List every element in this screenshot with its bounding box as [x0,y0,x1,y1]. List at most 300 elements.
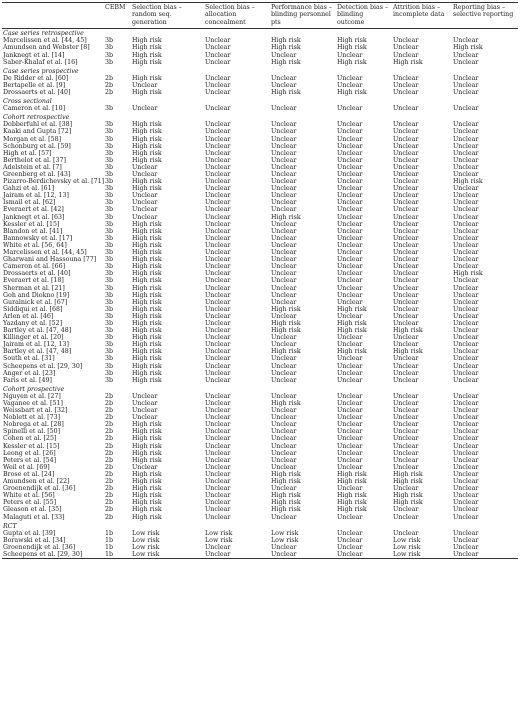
cell-blinding-personnel: Unclear [271,121,297,129]
cell-allocation: Unclear [205,348,231,356]
cell-random-seq: High risk [132,249,162,257]
cell-selective-reporting: Unclear [453,499,479,507]
cell-allocation: Unclear [205,478,231,486]
cell-incomplete-data: Unclear [393,277,419,285]
cell-cebm: 2b [105,456,114,464]
cell-blinding-personnel: High risk [271,492,301,500]
cell-study: Bartley et al. [47, 48] [3,327,72,335]
cell-blinding-personnel: Unclear [271,463,297,471]
cell-random-seq: High risk [132,376,162,384]
cell-incomplete-data: Unclear [393,463,419,471]
cell-blinding-personnel: Unclear [271,142,297,150]
cell-blinding-personnel: High risk [271,499,301,507]
cell-incomplete-data: Unclear [393,192,419,200]
cell-random-seq: High risk [132,256,162,264]
cell-allocation: Unclear [205,506,231,514]
cell-blinding-personnel: Unclear [271,435,297,443]
cell-incomplete-data: Unclear [393,284,419,292]
cell-blinding-personnel: Unclear [271,376,297,384]
table-row [2,277,518,284]
cell-allocation: Unclear [205,319,231,327]
cell-incomplete-data: Unclear [393,44,419,52]
cell-random-seq: High risk [132,456,162,464]
cell-random-seq: Unclear [132,400,158,407]
cell-study: Gahzi et al. [61] [3,185,55,193]
cell-selective-reporting: Unclear [453,312,479,320]
cell-random-seq: High risk [132,319,162,327]
cell-selective-reporting: Unclear [453,442,479,450]
cell-study: Greenberg et al. [43] [3,171,71,178]
cell-blinding-personnel: Unclear [271,199,297,207]
cell-blinding-outcome: Unclear [337,407,363,415]
cell-incomplete-data: Unclear [393,369,419,377]
table-row [2,270,518,277]
cell-blinding-outcome: Unclear [336,551,392,559]
cell-allocation: Unclear [205,192,231,200]
table-row [2,59,518,66]
cell-selective-reporting: Unclear [453,513,479,521]
cell-random-seq: High risk [132,88,162,96]
cell-blinding-personnel: Unclear [271,456,297,464]
cell-selective-reporting: Unclear [453,206,479,214]
cell-allocation: Unclear [205,392,231,400]
column-header-blinding-outcome [336,3,392,29]
section-heading-row [2,66,518,75]
cell-cebm: 2b [105,478,114,486]
table-row [2,192,518,199]
column-header-random-seq [131,3,204,29]
cell-blinding-personnel: Unclear [271,149,297,157]
cell-cebm: 3b [105,156,114,164]
table-row [2,393,518,400]
table-row [2,400,518,407]
cell-allocation: Unclear [205,74,231,82]
cell-cebm: 3b [105,227,114,235]
cell-random-seq: Unclear [132,206,158,214]
cell-cebm: 3b [105,376,114,384]
cell-blinding-outcome: Unclear [337,178,363,186]
cell-incomplete-data: Unclear [393,319,419,327]
table-row [2,157,518,164]
cell-random-seq: High risk [132,506,162,514]
table-row [2,206,518,213]
cell-allocation: Unclear [205,277,231,285]
cell-cebm: 2b [105,392,114,400]
cell-selective-reporting: Unclear [453,428,479,436]
cell-allocation: Unclear [205,241,231,249]
cell-blinding-personnel: Unclear [271,284,297,292]
cell-random-seq: Unclear [132,463,158,471]
column-header-line: blinding personnel pts [271,11,331,26]
cell-study: Noblett et al. [73] [3,414,61,422]
cell-selective-reporting: Unclear [453,435,479,443]
table-row [2,235,518,242]
cell-study: Killinger et al. [20] [3,334,64,342]
table-row [2,52,518,59]
cell-study: Sherman et al. [21] [3,284,65,292]
cell-blinding-outcome: Unclear [337,156,363,164]
cell-allocation: Unclear [205,456,231,464]
cell-random-seq: Unclear [132,105,158,113]
cell-cebm: 1b [105,543,114,551]
table-header-row [2,3,518,29]
cell-blinding-personnel: High risk [271,44,301,52]
cell-cebm: 2b [105,463,114,471]
cell-blinding-outcome: Unclear [337,128,363,136]
cell-study: Weissbart et al. [32] [3,407,68,415]
cell-study: White et al. [56] [3,492,55,500]
table-row [2,185,518,192]
cell-random-seq: High risk [132,51,162,59]
table-row [2,228,518,235]
cell-incomplete-data: Unclear [393,341,419,349]
cell-incomplete-data: Unclear [393,291,419,299]
cell-allocation: Unclear [205,256,231,264]
cell-blinding-personnel: Unclear [271,428,297,436]
cell-blinding-outcome: Unclear [337,270,363,278]
cell-selective-reporting: High risk [453,44,483,52]
table-row [2,249,518,256]
table-row [2,363,518,370]
cell-random-seq: High risk [132,156,162,164]
cell-random-seq: High risk [132,341,162,349]
cell-blinding-personnel: Unclear [271,369,297,377]
cell-incomplete-data: Unclear [393,135,419,143]
cell-blinding-outcome: High risk [337,492,367,500]
cell-cebm: 3b [105,362,114,370]
cell-incomplete-data: Unclear [393,256,419,264]
cell-blinding-outcome: Unclear [337,142,363,150]
cell-incomplete-data: Unclear [393,407,419,415]
cell-study: Vaganee et al. [51] [3,400,63,407]
cell-study: Everaert et al. [18] [3,277,64,285]
cell-blinding-outcome: Unclear [337,513,363,521]
table-row [2,128,518,135]
cell-random-seq: High risk [132,298,162,306]
cell-allocation: Unclear [205,51,231,59]
table-row [2,435,518,442]
cell-blinding-personnel: High risk [271,88,301,96]
cell-blinding-outcome: High risk [337,327,367,335]
cell-blinding-personnel: High risk [271,478,301,486]
cell-incomplete-data: Unclear [393,298,419,306]
cell-incomplete-data: Unclear [393,213,419,221]
cell-blinding-outcome: High risk [337,348,367,356]
cell-cebm: 2b [105,74,114,82]
table-row [2,478,518,485]
cell-selective-reporting: High risk [453,178,483,186]
cell-random-seq: High risk [132,421,162,429]
cell-selective-reporting: Unclear [453,463,479,471]
cell-selective-reporting: Unclear [453,234,479,242]
cell-cebm: 3b [105,277,114,285]
cell-incomplete-data: Unclear [393,442,419,450]
cell-study: Janknegt et al. [63] [3,213,65,221]
cell-incomplete-data: Unclear [393,37,419,45]
cell-selective-reporting: Unclear [453,227,479,235]
cell-blinding-outcome: Unclear [337,485,363,493]
cell-incomplete-data: High risk [393,478,423,486]
cell-study: South et al. [31] [3,355,55,363]
cell-blinding-outcome: Unclear [337,362,363,370]
cell-random-seq: High risk [132,485,162,493]
cell-incomplete-data: Unclear [393,121,419,129]
cell-blinding-outcome: Unclear [337,298,363,306]
table-row [2,178,518,185]
cell-study: Berthelot et al. [37] [3,156,66,164]
table-row [2,164,518,171]
cell-allocation: Unclear [205,369,231,377]
cell-blinding-personnel: High risk [271,348,301,356]
cell-cebm: 3b [105,105,114,113]
cell-allocation: Unclear [205,463,231,471]
cell-blinding-personnel: Unclear [271,312,297,320]
section-heading-row [2,29,518,38]
cell-incomplete-data: Unclear [393,400,419,407]
cell-random-seq: High risk [132,492,162,500]
cell-selective-reporting: Unclear [453,163,479,171]
cell-blinding-outcome: Unclear [337,376,363,384]
cell-allocation: Unclear [205,105,231,113]
table-row [2,457,518,464]
cell-blinding-outcome: High risk [337,44,367,52]
cell-study: Peters et al. [55] [3,499,57,507]
table-row [2,292,518,299]
cell-blinding-personnel: Unclear [271,249,297,257]
cell-blinding-outcome: Unclear [337,428,363,436]
cell-blinding-outcome: Unclear [337,74,363,82]
cell-incomplete-data: Unclear [393,74,419,82]
cell-blinding-personnel: Unclear [271,341,297,349]
table-row [2,285,518,292]
cell-random-seq: High risk [132,74,162,82]
cell-study: Kessler et al. [15] [3,442,60,450]
cell-study: Gupta et al. [39] [3,529,56,537]
cell-allocation: Unclear [204,551,270,559]
cell-study: Cameron et al. [10] [3,105,66,113]
cell-allocation: Unclear [205,270,231,278]
cell-selective-reporting: Unclear [453,199,479,207]
cell-cebm: 2b [105,435,114,443]
cell-incomplete-data: High risk [393,492,423,500]
cell-blinding-outcome: Unclear [337,341,363,349]
cell-allocation: Low risk [205,529,233,537]
cell-cebm: 1b [105,529,114,537]
cell-random-seq: High risk [132,449,162,457]
cell-selective-reporting: Unclear [453,327,479,335]
table-row [2,506,518,513]
cell-cebm: 2b [105,499,114,507]
cell-allocation: Unclear [205,213,231,221]
cell-blinding-outcome: Unclear [337,400,363,407]
cell-random-seq: High risk [132,513,162,521]
cell-incomplete-data: Unclear [393,234,419,242]
table-row [2,256,518,263]
cell-blinding-outcome: High risk [337,499,367,507]
cell-incomplete-data: Unclear [393,185,419,193]
cell-random-seq: High risk [132,44,162,52]
cell-allocation: Unclear [205,470,231,478]
cell-allocation: Unclear [205,355,231,363]
cell-random-seq: Unclear [132,392,158,400]
cell-blinding-outcome: Unclear [337,121,363,129]
cell-study: Yazdany et al. [52] [3,319,63,327]
column-header-blinding-personnel [270,3,336,29]
cell-incomplete-data: Unclear [393,206,419,214]
cell-allocation: Unclear [205,334,231,342]
cell-cebm: 3b [105,263,114,271]
cell-blinding-personnel: High risk [271,470,301,478]
cell-blinding-outcome: Unclear [337,463,363,471]
table-row [2,421,518,428]
cell-allocation: Unclear [205,121,231,129]
cell-blinding-personnel: Unclear [271,392,297,400]
table-row [2,334,518,341]
cell-blinding-personnel: High risk [271,58,301,66]
cell-random-seq: Unclear [132,163,158,171]
cell-random-seq: High risk [132,428,162,436]
cell-incomplete-data: High risk [393,499,423,507]
cell-cebm: 3b [105,135,114,143]
cell-study: Dobberfuhl et al. [38] [3,121,73,129]
cell-cebm: 3b [105,305,114,313]
cell-study: Faris et al. [49] [3,376,52,384]
column-header-line: Detection bias – [337,4,389,11]
cell-study: Scheepens et al. [29, 30] [2,551,104,559]
cell-incomplete-data: Unclear [393,513,419,521]
cell-blinding-outcome: Unclear [337,163,363,171]
cell-blinding-personnel: Unclear [271,270,297,278]
cell-blinding-personnel: Unclear [271,171,297,178]
table-row [2,221,518,228]
column-header-line: blinding outcome [337,11,365,26]
cell-selective-reporting: Unclear [453,37,479,45]
table-row [2,89,518,96]
cell-allocation: Unclear [205,284,231,292]
cell-allocation: Low risk [205,536,233,544]
cell-selective-reporting: Unclear [453,407,479,415]
table-row [2,464,518,471]
cell-cebm: 2b [105,485,114,493]
cell-study: Groenendijk et al. [36] [3,543,76,551]
cell-allocation: Unclear [205,178,231,186]
cell-cebm: 3b [105,234,114,242]
cell-blinding-personnel: Unclear [271,407,297,415]
cell-random-seq: Low risk [132,543,160,551]
cell-study: Morgan et al. [58] [3,135,62,143]
section-heading-row [2,384,518,393]
cell-blinding-personnel: Unclear [271,291,297,299]
cell-random-seq: Low risk [132,536,160,544]
cell-allocation: Unclear [205,305,231,313]
cell-incomplete-data: Unclear [393,149,419,157]
table-row [2,537,518,544]
cell-blinding-outcome: Unclear [337,199,363,207]
table-row [2,143,518,150]
cell-study: Kaaki and Gupta [72] [3,128,72,136]
cell-cebm: 2b [105,470,114,478]
cell-blinding-personnel: Unclear [271,543,297,551]
table-row [2,471,518,478]
cell-study: Goh and Diokno [19] [3,291,70,299]
table-row [2,348,518,355]
cell-cebm: 3b [105,284,114,292]
cell-incomplete-data: Unclear [393,376,419,384]
cell-cebm: 3b [105,192,114,200]
cell-random-seq: Unclear [132,199,158,207]
cell-study: Saber-Khalaf et al. [16] [3,58,78,66]
cell-allocation: Unclear [205,44,231,52]
cell-blinding-personnel: Unclear [271,163,297,171]
cell-cebm: 2b [105,88,114,96]
table-row [2,428,518,435]
cell-selective-reporting: Unclear [453,414,479,422]
table-row [2,44,518,51]
cell-blinding-outcome: Unclear [337,529,363,537]
cell-random-seq: High risk [132,478,162,486]
cell-blinding-personnel: Unclear [271,485,297,493]
table-body [2,29,518,559]
table-row [2,499,518,506]
cell-random-seq: High risk [132,227,162,235]
cell-study: Pizarro-Berdichevsky et al. [71] [3,178,104,186]
cell-cebm: 3b [105,298,114,306]
cell-random-seq: High risk [132,220,162,228]
cell-random-seq: High risk [132,135,162,143]
cell-blinding-personnel: Unclear [271,513,297,521]
table-row [2,171,518,178]
cell-selective-reporting: Unclear [453,192,479,200]
cell-selective-reporting: Unclear [453,421,479,429]
cell-random-seq: High risk [132,305,162,313]
cell-study: Leong et al. [26] [3,449,56,457]
cell-blinding-personnel: Unclear [271,81,297,89]
cell-selective-reporting: Unclear [453,355,479,363]
cell-study: Brose et al. [24] [3,470,55,478]
cell-selective-reporting: Unclear [453,536,479,544]
cell-allocation: Unclear [205,206,231,214]
cell-allocation: Unclear [205,376,231,384]
cell-blinding-outcome: Unclear [337,414,363,422]
cell-random-seq: Low risk [131,551,204,559]
cell-cebm: 3b [105,163,114,171]
cell-incomplete-data: Unclear [393,312,419,320]
cell-study: Anger et al. [23] [3,369,56,377]
cell-selective-reporting: Unclear [453,456,479,464]
column-header-line: Reporting bias – [453,4,506,11]
cell-blinding-outcome: Unclear [337,256,363,264]
cell-allocation: Unclear [205,185,231,193]
cell-study: Adelstein et al. [7] [3,163,62,171]
cell-selective-reporting: Unclear [453,543,479,551]
cell-study: Nobrega et al. [28] [3,421,64,429]
cell-blinding-outcome: Unclear [337,249,363,257]
cell-random-seq: High risk [132,284,162,292]
cell-blinding-personnel: Unclear [271,74,297,82]
cell-blinding-outcome: Unclear [337,81,363,89]
cell-blinding-personnel: Unclear [271,241,297,249]
cell-blinding-outcome: High risk [337,506,367,514]
table-row [2,377,518,384]
cell-study: High et al. [57] [3,149,52,157]
table-row [2,105,518,112]
cell-blinding-outcome: Unclear [337,421,363,429]
table-row [2,136,518,143]
cell-incomplete-data: Unclear [393,392,419,400]
cell-selective-reporting: Unclear [453,88,479,96]
cell-incomplete-data: Unclear [393,334,419,342]
cell-selective-reporting: Unclear [453,58,479,66]
